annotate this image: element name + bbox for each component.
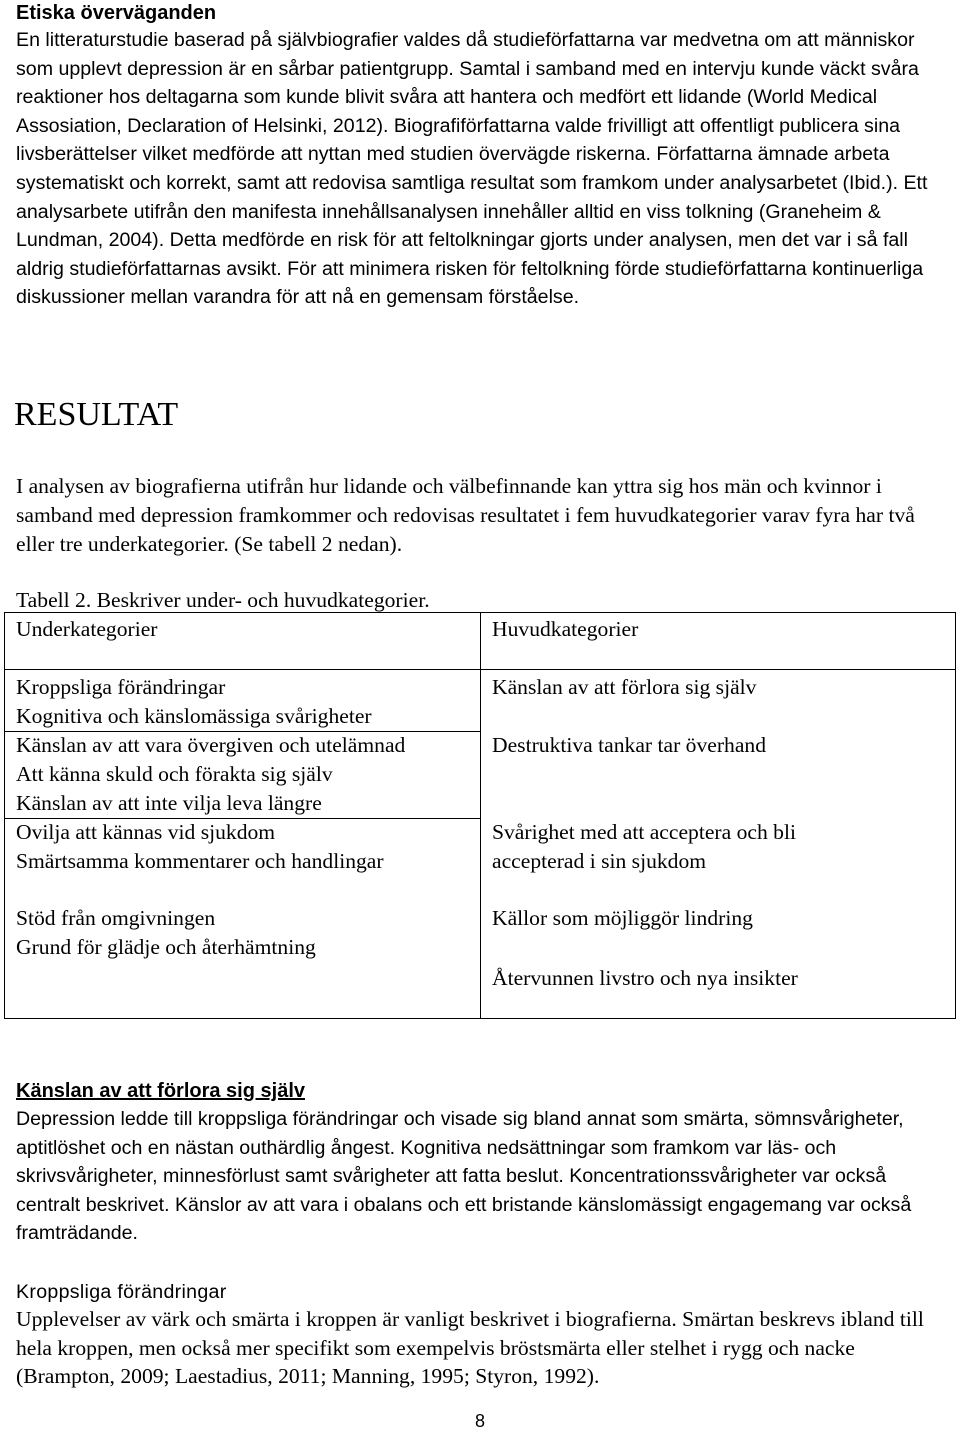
main-category-label: Källor som möjliggör lindring	[492, 906, 753, 930]
subcategory-item: Kroppsliga förändringar	[16, 675, 226, 699]
subcategory-group	[16, 818, 384, 876]
subcategory-item: Smärtsamma kommentarer och handlingar	[16, 848, 384, 873]
main-category	[492, 904, 753, 933]
main-category	[492, 673, 756, 702]
subcategory-group	[16, 731, 405, 817]
paragraph-resultat: I analysen av biografierna utifrån hur lidande och välbefinnande kan yttra sig hos män och kvinnor i samband med depression framkommer och redovisas resultatet i fem huvudkategorier varav fyra har två eller tre underkategorier. (Se tabell 2 nedan).	[16, 474, 915, 556]
row-divider	[481, 669, 956, 670]
subcategory-item: Känslan av att vara övergiven och utelämnad	[16, 733, 406, 757]
header-underkategorier: Underkategorier	[16, 617, 158, 641]
section-heading-kanslan: Känslan av att förlora sig själv	[16, 1080, 305, 1102]
subcategory-item: Grund för glädje och återhämtning	[16, 934, 316, 959]
subcategory-item: Att känna skuld och förakta sig själv	[16, 761, 333, 786]
subcategory-item: Ovilja att kännas vid sjukdom	[16, 820, 276, 844]
section-heading-resultat: RESULTAT	[14, 396, 179, 433]
main-category-label: Känslan av att förlora sig själv	[492, 675, 757, 699]
main-category-label: Återvunnen livstro och nya insikter	[492, 966, 798, 990]
subsection-heading-kroppsliga: Kroppsliga förändringar	[16, 1281, 227, 1303]
paragraph-etiska: En litteraturstudie baserad på självbiografier valdes då studieförfattarna var medvetna om att människor som upplevt depression är en sårbar patientgrupp. Samtal i samband med en intervju kunde väckt svåra reaktioner hos deltagarna som kunde blivit svåra att hantera och medfört ett lidande (World Medical Assosiation, Declaration of Helsinki, 2012). Biografiförfattarna valde frivilligt att offentligt publicera sina livsberättelser vilket medförde att nyttan med studien övervägde riskerna. Författarna ämnade arbeta systematiskt och korrekt, samt att redovisa samtliga resultat som framkom under analysarbetet (Ibid.). Ett analysarbete utifrån den manifesta innehållsanalysen innehåller alltid en viss tolkning (Graneheim & Lundman, 2004). Detta medförde en risk för att feltolkningar gjorts under analysen, men det var i så fall aldrig studieförfattarnas avsikt. För att minimera risken för feltolkning förde studieförfattarna kontinuerliga diskussioner mellan varandra för att nå en gemensam förståelse.	[16, 29, 928, 309]
subcategory-group	[16, 904, 316, 962]
subcategory-item: Känslan av att inte vilja leva längre	[16, 790, 322, 815]
paragraph-kroppsliga: Upplevelser av värk och smärta i kroppen är vanligt beskrivet i biografierna. Smärtan beskrevs ibland till hela kroppen, men också mer specifikt som exempelvis bröstsmärta eller stelhet i rygg och nacke (Brampton, 2009; Laestadius, 2011; Manning, 1995; Styron, 1992).	[16, 1307, 924, 1389]
row-divider	[5, 669, 480, 670]
subcategory-item: Kognitiva och känslomässiga svårigheter	[16, 703, 372, 728]
main-category-label: accepterad i sin sjukdom	[492, 848, 707, 873]
paragraph-kanslan: Depression ledde till kroppsliga förändringar och visade sig bland annat som smärta, sömnsvårigheter, aptitlöshet och en nästan outhärdlig ångest. Kognitiva nedsättningar som framkom var läs- och skrivsvårigheter, minnesförlust samt svårigheter att fatta beslut. Koncentrationssvårigheter var också centralt beskrivet. Känslor av att vara i obalans och ett bristande känslomässigt engagemang var också framträdande.	[16, 1108, 912, 1245]
main-category	[492, 964, 798, 993]
page-number: 8	[474, 1411, 485, 1431]
section-heading-etiska: Etiska överväganden	[16, 2, 217, 24]
column-divider	[480, 613, 481, 1018]
main-category	[492, 731, 766, 760]
main-category	[492, 818, 796, 876]
subcategory-group	[16, 673, 372, 731]
main-category-label: Svårighet med att acceptera och bli	[492, 820, 796, 844]
subcategory-item: Stöd från omgivningen	[16, 906, 216, 930]
table-caption: Tabell 2. Beskriver under- och huvudkategorier.	[16, 588, 430, 612]
header-huvudkategorier: Huvudkategorier	[492, 617, 639, 641]
main-category-label: Destruktiva tankar tar överhand	[492, 733, 767, 757]
category-table	[4, 612, 956, 1019]
